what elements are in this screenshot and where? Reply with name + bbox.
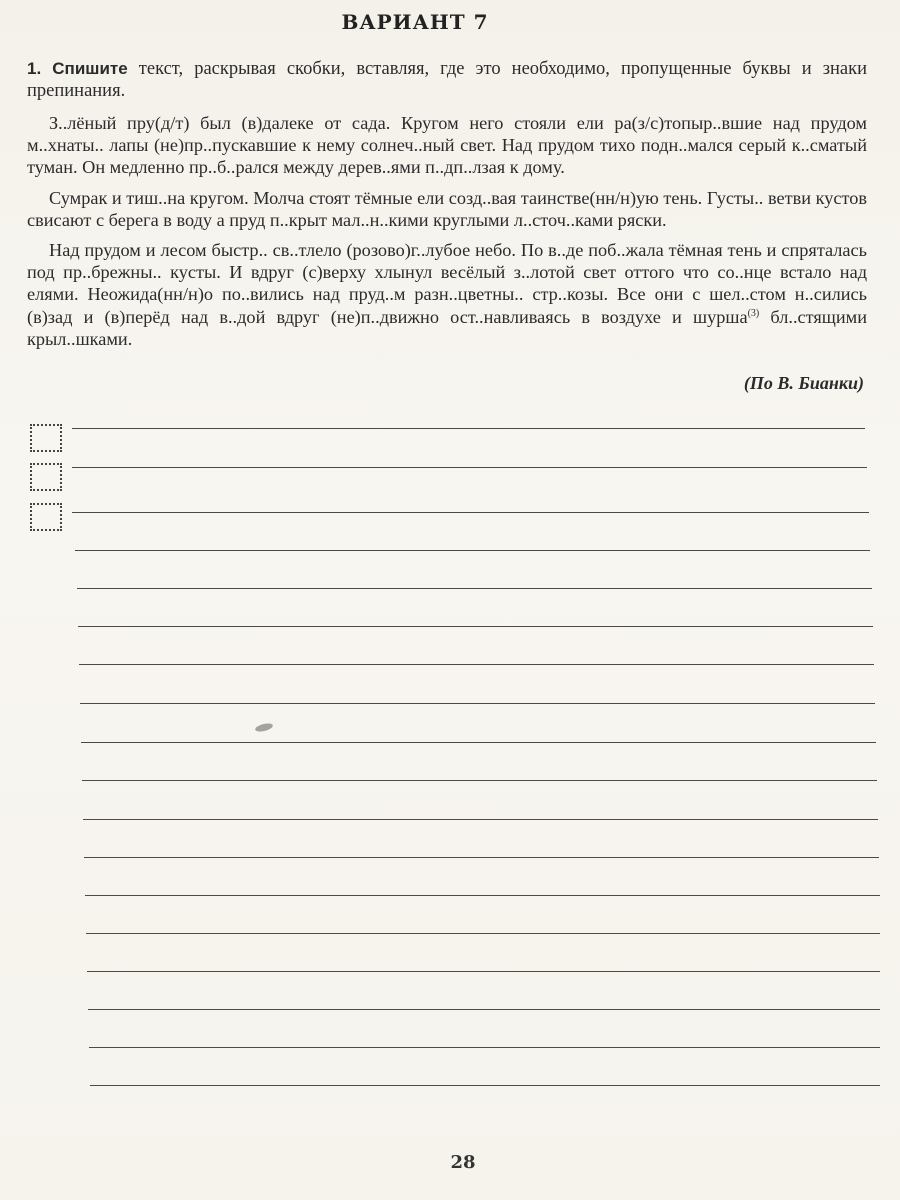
writing-line[interactable]	[90, 1085, 880, 1086]
writing-line[interactable]	[72, 467, 867, 468]
page-title: ВАРИАНТ 7	[341, 10, 489, 34]
task-instruction	[27, 58, 867, 102]
writing-line[interactable]	[84, 857, 879, 858]
score-box-2[interactable]	[30, 463, 62, 491]
writing-line[interactable]	[88, 1009, 880, 1010]
passage-paragraph-1: З..лёный пру(д/т) был (в)далеке от сада. Кругом него стояли ели ра(з/с)топыр..вшие над прудом м..хнаты.. лапы (не)пр..пускавшие к нему солнеч..ный свет. Над прудом тихо подн..мался серый к..сматый туман. Он медленно пр..б..рался между дерев..ями п..дп..лзая к дому.	[27, 113, 867, 178]
footnote-marker: (3)	[747, 307, 760, 319]
score-box-1[interactable]	[30, 424, 62, 452]
writing-line[interactable]	[78, 626, 873, 627]
source-attribution: (По В. Бианки)	[743, 373, 864, 393]
writing-line[interactable]	[87, 971, 880, 972]
writing-line[interactable]	[83, 819, 878, 820]
passage-paragraph-3	[27, 239, 867, 350]
writing-line[interactable]	[85, 895, 880, 896]
writing-line[interactable]	[75, 550, 870, 551]
writing-line[interactable]	[79, 664, 874, 665]
passage-paragraph-3-end: бл..стящими крыл..шками.	[27, 306, 867, 349]
ink-smudge	[254, 722, 273, 733]
score-box-3[interactable]	[30, 503, 62, 531]
writing-line[interactable]	[89, 1047, 880, 1048]
writing-line[interactable]	[80, 703, 875, 704]
writing-line[interactable]	[72, 428, 865, 429]
writing-line[interactable]	[77, 588, 872, 589]
writing-line[interactable]	[72, 512, 869, 513]
task-number: 1.	[27, 59, 42, 78]
task-text: текст, раскрывая скобки, вставляя, где это необходимо, пропущенные буквы и знаки препинания.	[27, 59, 868, 101]
task-verb: Спишите	[52, 59, 128, 78]
writing-line[interactable]	[86, 933, 880, 934]
page-number: 28	[450, 1152, 476, 1173]
dictation-passage	[27, 112, 867, 358]
writing-line[interactable]	[82, 780, 877, 781]
passage-paragraph-3-text: Над прудом и лесом быстр.. св..тлело (розово)г..лубое небо. По в..де поб..жала тёмная тень и спряталась под пр..брежны.. кусты. И вдруг (с)верху хлынул весёлый з..лотой свет оттого что со..нце встало над елями. Неожида(нн/н)о по..вились над пруд..м разн..цветны.. стр..козы. Все они с шел..стом н..сились (в)зад и (в)перёд над в..дой вдруг (не)п..движно ост..навливаясь в воздухе и шурша	[27, 240, 867, 327]
passage-paragraph-2: Сумрак и тиш..на кругом. Молча стоят тёмные ели созд..вая таинстве(нн/н)ую тень. Густы.. ветви кустов свисают с берега в воду а пруд п..крыт мал..н..кими круглыми л..сточ..ками ряски.	[27, 187, 867, 230]
writing-line[interactable]	[81, 742, 876, 743]
